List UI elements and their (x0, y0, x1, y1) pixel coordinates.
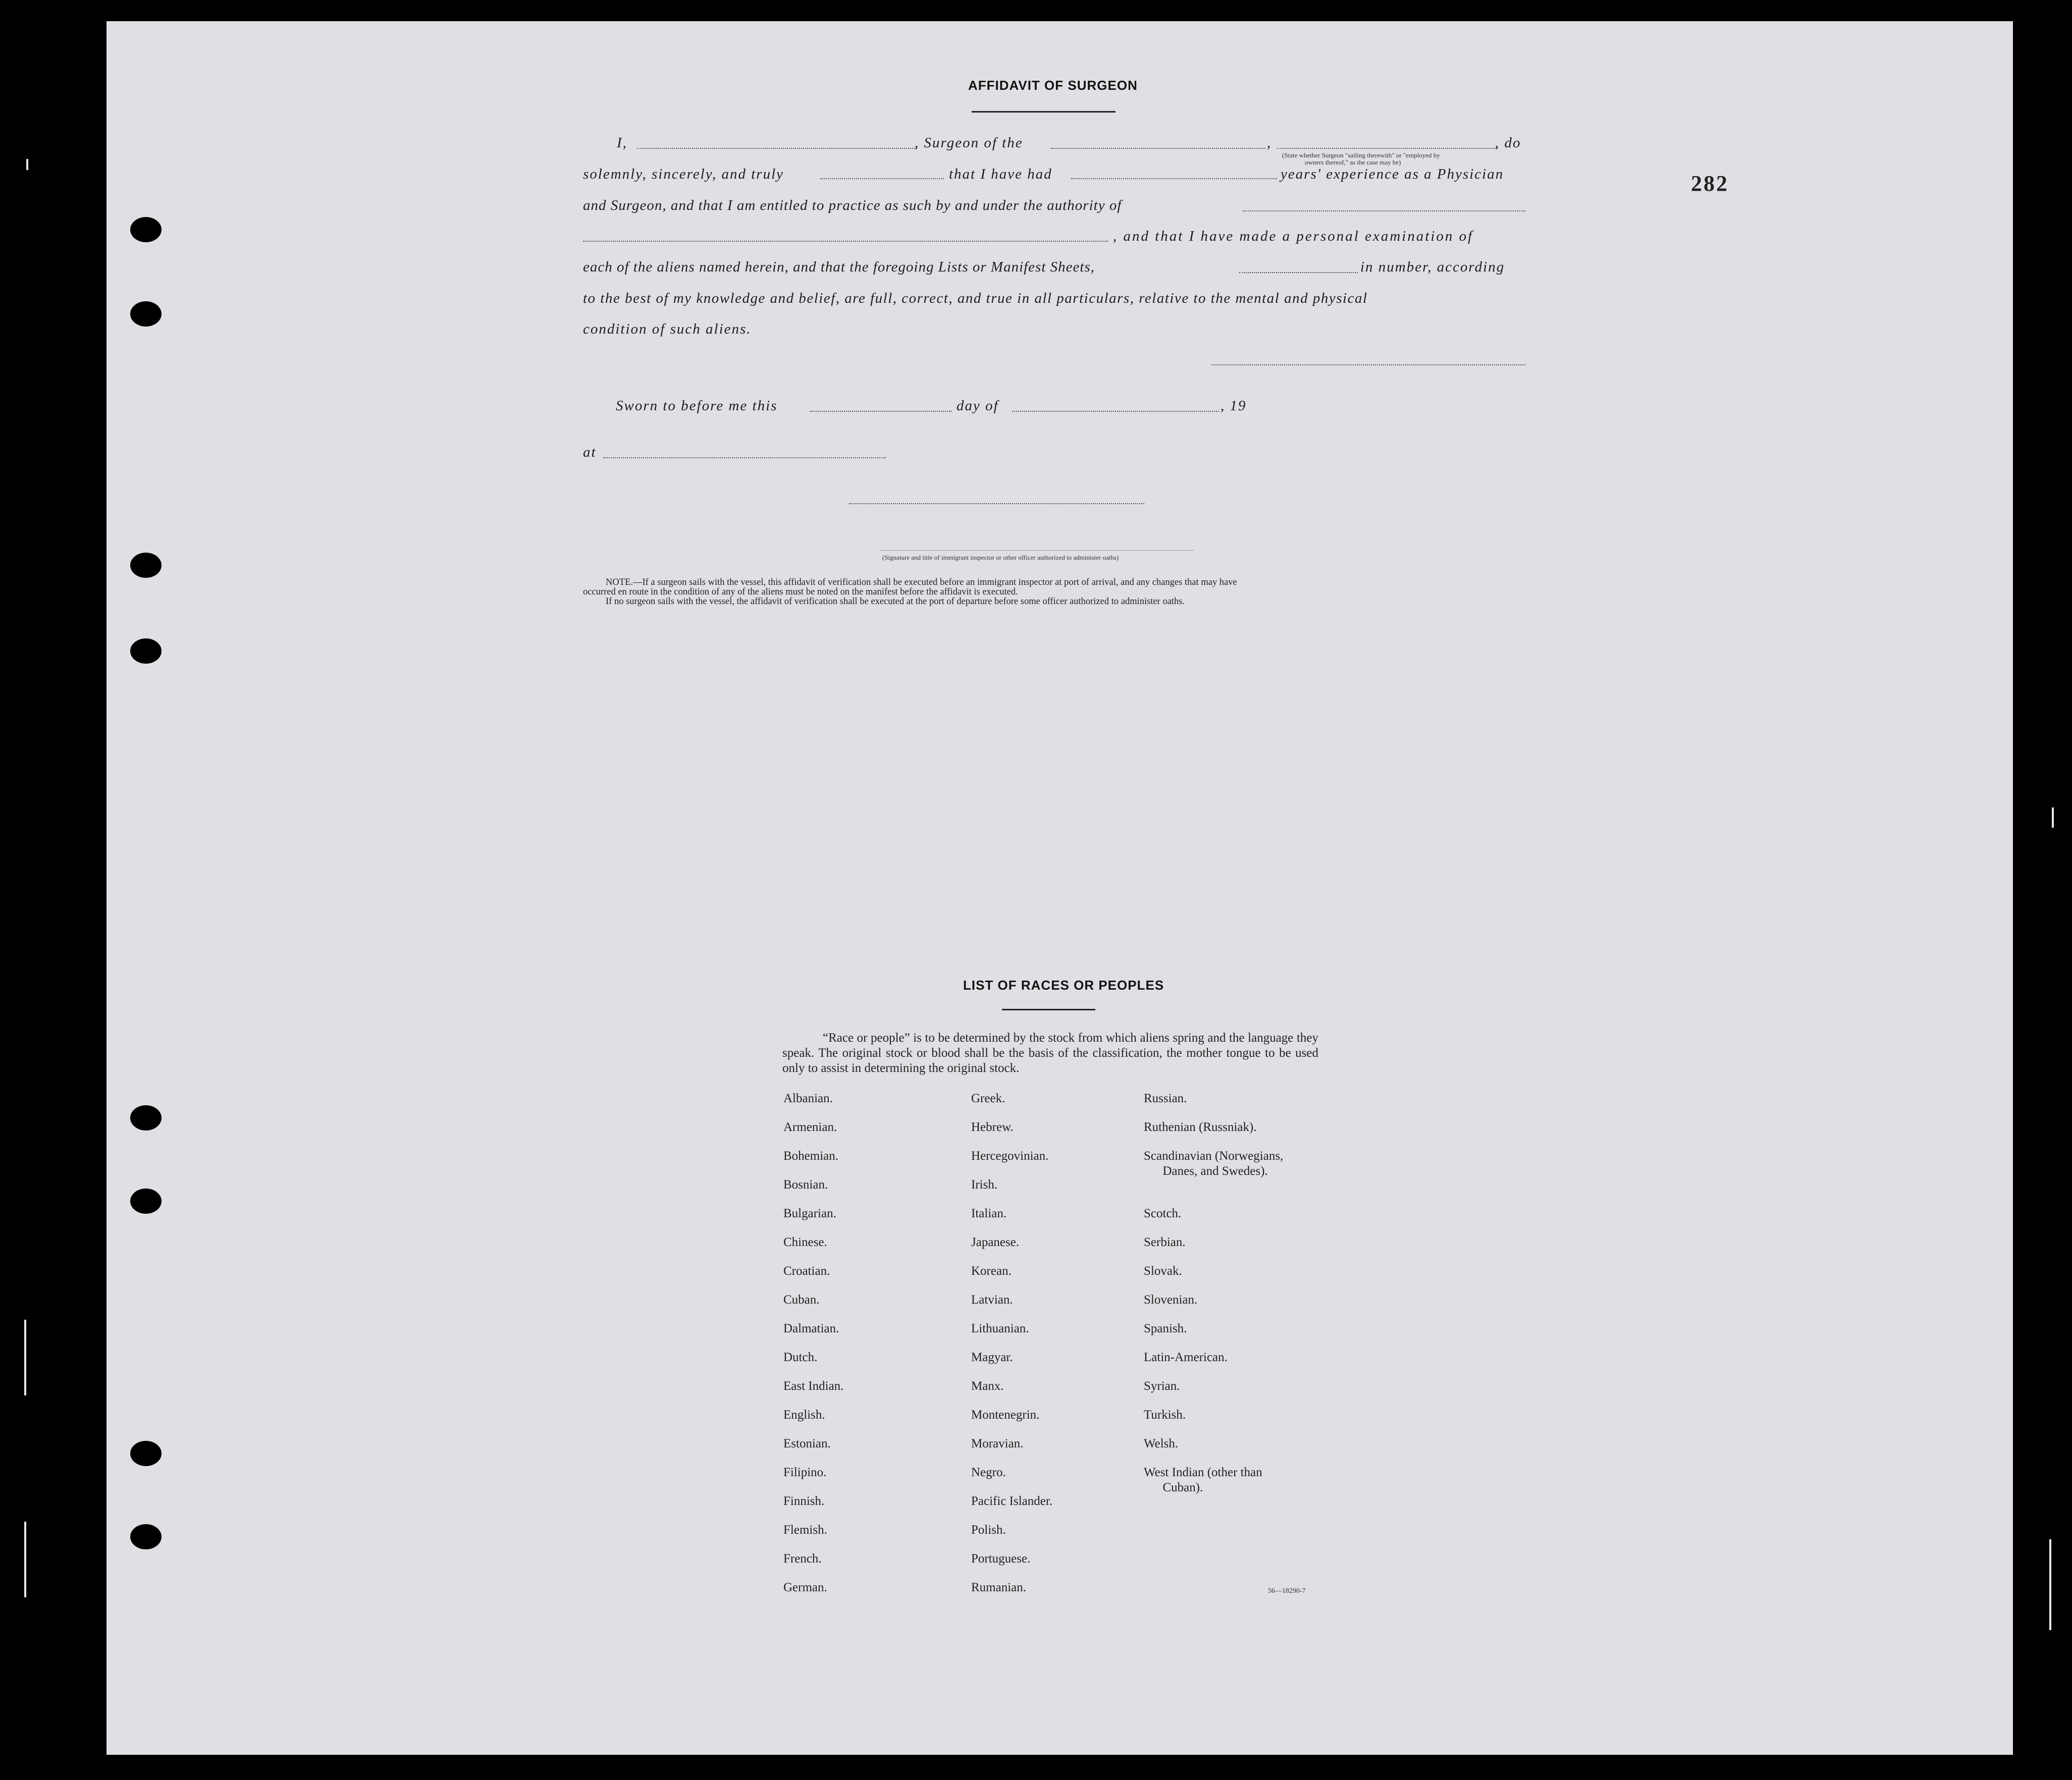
sheets-count-blank (1239, 272, 1358, 273)
sworn-text: day of (957, 398, 999, 414)
years-blank (1071, 178, 1277, 179)
affidavit-text: , Surgeon of the (915, 135, 1023, 151)
oath-blank (820, 178, 944, 179)
race-item: Slovak. (1144, 1264, 1182, 1278)
race-item: Hercegovinian. (971, 1149, 1049, 1163)
race-item: Ruthenian (Russniak). (1144, 1120, 1257, 1134)
punch-hole (130, 1524, 162, 1549)
race-item: Dutch. (783, 1351, 818, 1364)
race-item: French. (783, 1552, 822, 1566)
race-item: Bosnian. (783, 1178, 828, 1192)
authority-blank (1243, 210, 1525, 211)
race-item: Slovenian. (1144, 1293, 1198, 1307)
race-item: Pacific Islander. (971, 1494, 1053, 1508)
vessel-note: (State whether Surgeon "sailing therewith" or "employed by (1282, 151, 1440, 159)
film-edge-mark (24, 1320, 26, 1395)
page-number: 282 (1691, 171, 1729, 196)
affidavit-text: in number, according (1360, 259, 1505, 275)
race-item: Scandinavian (Norwegians, Danes, and Swedes). (1144, 1149, 1284, 1178)
race-item: Croatian. (783, 1264, 830, 1278)
film-edge-mark (2049, 1539, 2051, 1630)
affidavit-text: solemnly, sincerely, and truly (583, 166, 784, 182)
race-item: Chinese. (783, 1235, 827, 1249)
affidavit-text: I, (617, 135, 627, 151)
inspector-signature-line (849, 503, 1144, 504)
race-item: Polish. (971, 1523, 1006, 1537)
note-text: If no surgeon sails with the vessel, the affidavit of verification shall be executed at the port of departure before some officer authorized to administer oaths. (606, 597, 1185, 607)
status-blank (1277, 148, 1497, 149)
race-item: Spanish. (1144, 1322, 1187, 1335)
race-item: Filipino. (783, 1466, 827, 1479)
affidavit-title: AFFIDAVIT OF SURGEON (968, 78, 1138, 93)
punch-hole (130, 1189, 162, 1214)
race-item: Italian. (971, 1207, 1007, 1220)
race-item: Russian. (1144, 1092, 1187, 1105)
race-item: Turkish. (1144, 1408, 1186, 1422)
race-item: Lithuanian. (971, 1322, 1029, 1335)
race-item: Hebrew. (971, 1120, 1014, 1134)
affidavit-text: , (1267, 135, 1272, 151)
sworn-text: , 19 (1220, 398, 1247, 414)
race-item: Armenian. (783, 1120, 837, 1134)
note-text: NOTE.—If a surgeon sails with the vessel, this affidavit of verification shall be executed before an immigrant inspector at port of arrival, and any changes that may have (606, 577, 1237, 587)
race-item: Rumanian. (971, 1581, 1027, 1594)
punch-hole (130, 638, 162, 664)
race-item: Albanian. (783, 1092, 833, 1105)
name-blank (637, 148, 917, 149)
race-item: Greek. (971, 1092, 1005, 1105)
race-item: Moravian. (971, 1437, 1024, 1450)
punch-hole (130, 1441, 162, 1466)
races-intro: “Race or people” is to be determined by the stock from which aliens spring and the language they speak. The original stock or blood shall be the basis of the classification, the mother tongue to be used only to assist in determining the original stock. (782, 1031, 1318, 1075)
surgeon-signature-line (1211, 364, 1525, 365)
note-text: occurred en route in the condition of any of the aliens must be noted on the manifest before the affidavit is executed. (583, 587, 1018, 597)
inspector-title-line (881, 550, 1194, 551)
race-item: Welsh. (1144, 1437, 1179, 1450)
sworn-month-blank (1012, 411, 1219, 412)
film-edge-mark (2052, 807, 2054, 828)
sworn-day-blank (810, 411, 951, 412)
race-item: Japanese. (971, 1235, 1020, 1249)
at-place-blank (603, 457, 886, 458)
document-page (107, 21, 2013, 1755)
authority-blank-2 (583, 241, 1108, 242)
affidavit-text: and Surgeon, and that I am entitled to practice as such by and under the authority of (583, 197, 1122, 213)
affidavit-text: years' experience as a Physician (1281, 166, 1504, 182)
race-item: Bohemian. (783, 1149, 839, 1163)
punch-hole (130, 1105, 162, 1130)
affidavit-text: condition of such aliens. (583, 321, 752, 337)
at-label: at (583, 444, 597, 460)
race-item: Manx. (971, 1379, 1004, 1393)
race-item: Cuban. (783, 1293, 820, 1307)
races-title: LIST OF RACES OR PEOPLES (963, 978, 1164, 993)
race-item: West Indian (other than Cuban). (1144, 1466, 1262, 1494)
race-item: Montenegrin. (971, 1408, 1040, 1422)
race-item: Magyar. (971, 1351, 1013, 1364)
affidavit-text: that I have had (949, 166, 1052, 182)
vessel-blank (1051, 148, 1265, 149)
races-title-rule (1002, 1009, 1095, 1010)
race-item: Latin-American. (1144, 1351, 1228, 1364)
vessel-note: owners thereof," as the case may be) (1305, 158, 1401, 166)
race-item: Syrian. (1144, 1379, 1180, 1393)
race-item: Latvian. (971, 1293, 1013, 1307)
race-item: Flemish. (783, 1523, 827, 1537)
race-item: Finnish. (783, 1494, 825, 1508)
race-item: Negro. (971, 1466, 1006, 1479)
film-edge-mark (24, 1522, 26, 1597)
race-item: Scotch. (1144, 1207, 1182, 1220)
film-edge-mark (26, 159, 28, 170)
sworn-text: Sworn to before me this (616, 398, 778, 414)
title-rule (972, 111, 1115, 113)
affidavit-text: , and that I have made a personal examination of (1113, 228, 1474, 244)
race-item: Korean. (971, 1264, 1012, 1278)
race-item: English. (783, 1408, 825, 1422)
punch-hole (130, 217, 162, 242)
affidavit-text: , do (1495, 135, 1521, 151)
signature-caption: (Signature and title of immigrant inspector or other officer authorized to administer oaths) (882, 554, 1119, 561)
race-item: East Indian. (783, 1379, 844, 1393)
form-code: 56—18290-7 (1268, 1587, 1306, 1595)
race-item: Bulgarian. (783, 1207, 836, 1220)
race-item: Irish. (971, 1178, 998, 1192)
punch-hole (130, 553, 162, 578)
punch-hole (130, 301, 162, 327)
race-item: Serbian. (1144, 1235, 1186, 1249)
race-item: Portuguese. (971, 1552, 1031, 1566)
affidavit-text: each of the aliens named herein, and that the foregoing Lists or Manifest Sheets, (583, 259, 1095, 275)
affidavit-text: to the best of my knowledge and belief, are full, correct, and true in all particulars, relative to the mental and physical (583, 290, 1368, 306)
race-item: Estonian. (783, 1437, 831, 1450)
race-item: German. (783, 1581, 827, 1594)
race-item: Dalmatian. (783, 1322, 839, 1335)
